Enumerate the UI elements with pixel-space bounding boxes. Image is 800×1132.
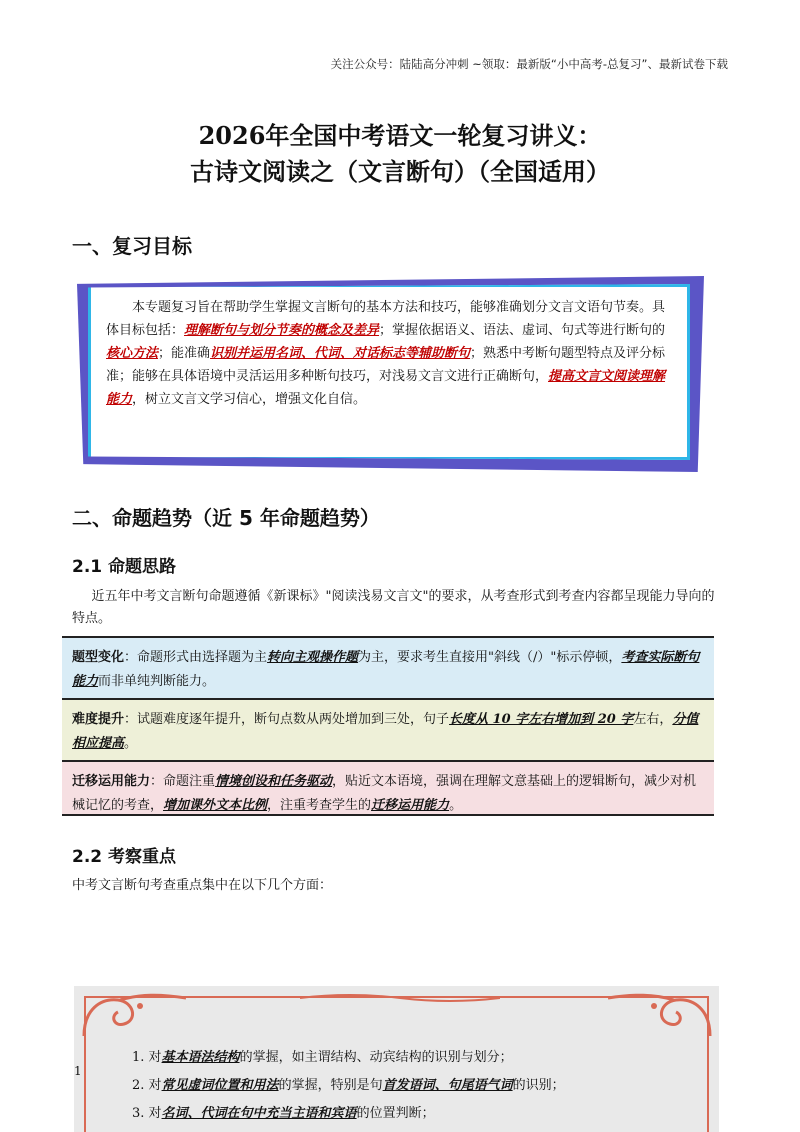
trend-intro: 近五年中考文言断句命题遵循《新课标》"阅读浅易文言文"的要求，从考查形式到考查内容都呈现能力导向的特点。 xyxy=(72,589,715,626)
list-item: 2. 对常见虚词位置和用法的掌握，特别是句首发语词、句尾语气词的识别； xyxy=(132,1078,565,1093)
top-ornament-icon xyxy=(300,990,500,1004)
goal-highlight-3: 识别并运用名词、代词、对话标志等辅助断句 xyxy=(210,346,471,361)
left-scroll-ornament-icon xyxy=(80,990,190,1040)
right-scroll-ornament-icon xyxy=(604,990,714,1040)
header-note: 关注公众号：陆陆高分冲刺 ~领取：最新版“小中高考-总复习”、最新试卷下载 xyxy=(330,57,728,71)
list-item: 3. 对名词、代词在句中充当主语和宾语的位置判断； xyxy=(132,1106,435,1121)
page-title-line2: 古诗文阅读之（文言断句）（全国适用） xyxy=(190,157,610,186)
section2-heading: 二、命题趋势（近 5 年命题趋势） xyxy=(72,506,380,530)
goal-highlight-4: 提高文言文阅读理解能力 xyxy=(106,369,666,407)
list-item: 1. 对基本语法结构的掌握，如主谓结构、动宾结构的识别与划分； xyxy=(132,1050,513,1065)
trend-box-transfer: 迁移运用能力：命题注重情境创设和任务驱动，贴近文本语境，强调在理解文意基础上的逻辑断句，减少对机械记忆的考查，增加课外文本比例，注重考查学生的迁移运用能力。 xyxy=(62,760,714,816)
subsection-2-2-heading: 2.2 考察重点 xyxy=(72,847,177,867)
page-title-line1: 2026年全国中考语文一轮复习讲义： xyxy=(198,121,602,150)
goal-highlight-1: 理解断句与划分节奏的概念及差异 xyxy=(184,323,380,338)
subsection-2-1-heading: 2.1 命题思路 xyxy=(72,557,177,577)
focus-intro: 中考文言断句考查重点集中在以下几个方面： xyxy=(72,878,333,893)
section1-heading: 一、复习目标 xyxy=(72,234,192,258)
focus-list xyxy=(132,1044,692,1128)
trend-box-difficulty: 难度提升：试题难度逐年提升，断句点数从两处增加到三处，句子长度从 10 字左右增加到 20 字左右，分值相应提高。 xyxy=(62,698,714,760)
goal-text: 本专题复习旨在帮助学生掌握文言断句的基本方法和技巧，能够准确划分文言文语句节奏。具体目标包括：理解断句与划分节奏的概念及差异；掌握依据语义、语法、虚词、句式等进行断句的核心方法；能准确识别并运用名词、代词、对话标志等辅助断句；熟悉中考断句题型特点及评分标准；能够在具体语境中灵活运用多种断句技巧，对浅易文言文进行正确断句，提高文言文阅读理解能力，树立文言文学习信心，增强文化自信。 xyxy=(106,300,666,407)
trend-box-format: 题型变化：命题形式由选择题为主转向主观操作题为主，要求考生直接用"斜线（/）"标示停顿，考查实际断句能力而非单纯判断能力。 xyxy=(62,636,714,698)
goal-highlight-2: 核心方法 xyxy=(106,346,159,361)
page-number: 1 xyxy=(74,1064,82,1078)
